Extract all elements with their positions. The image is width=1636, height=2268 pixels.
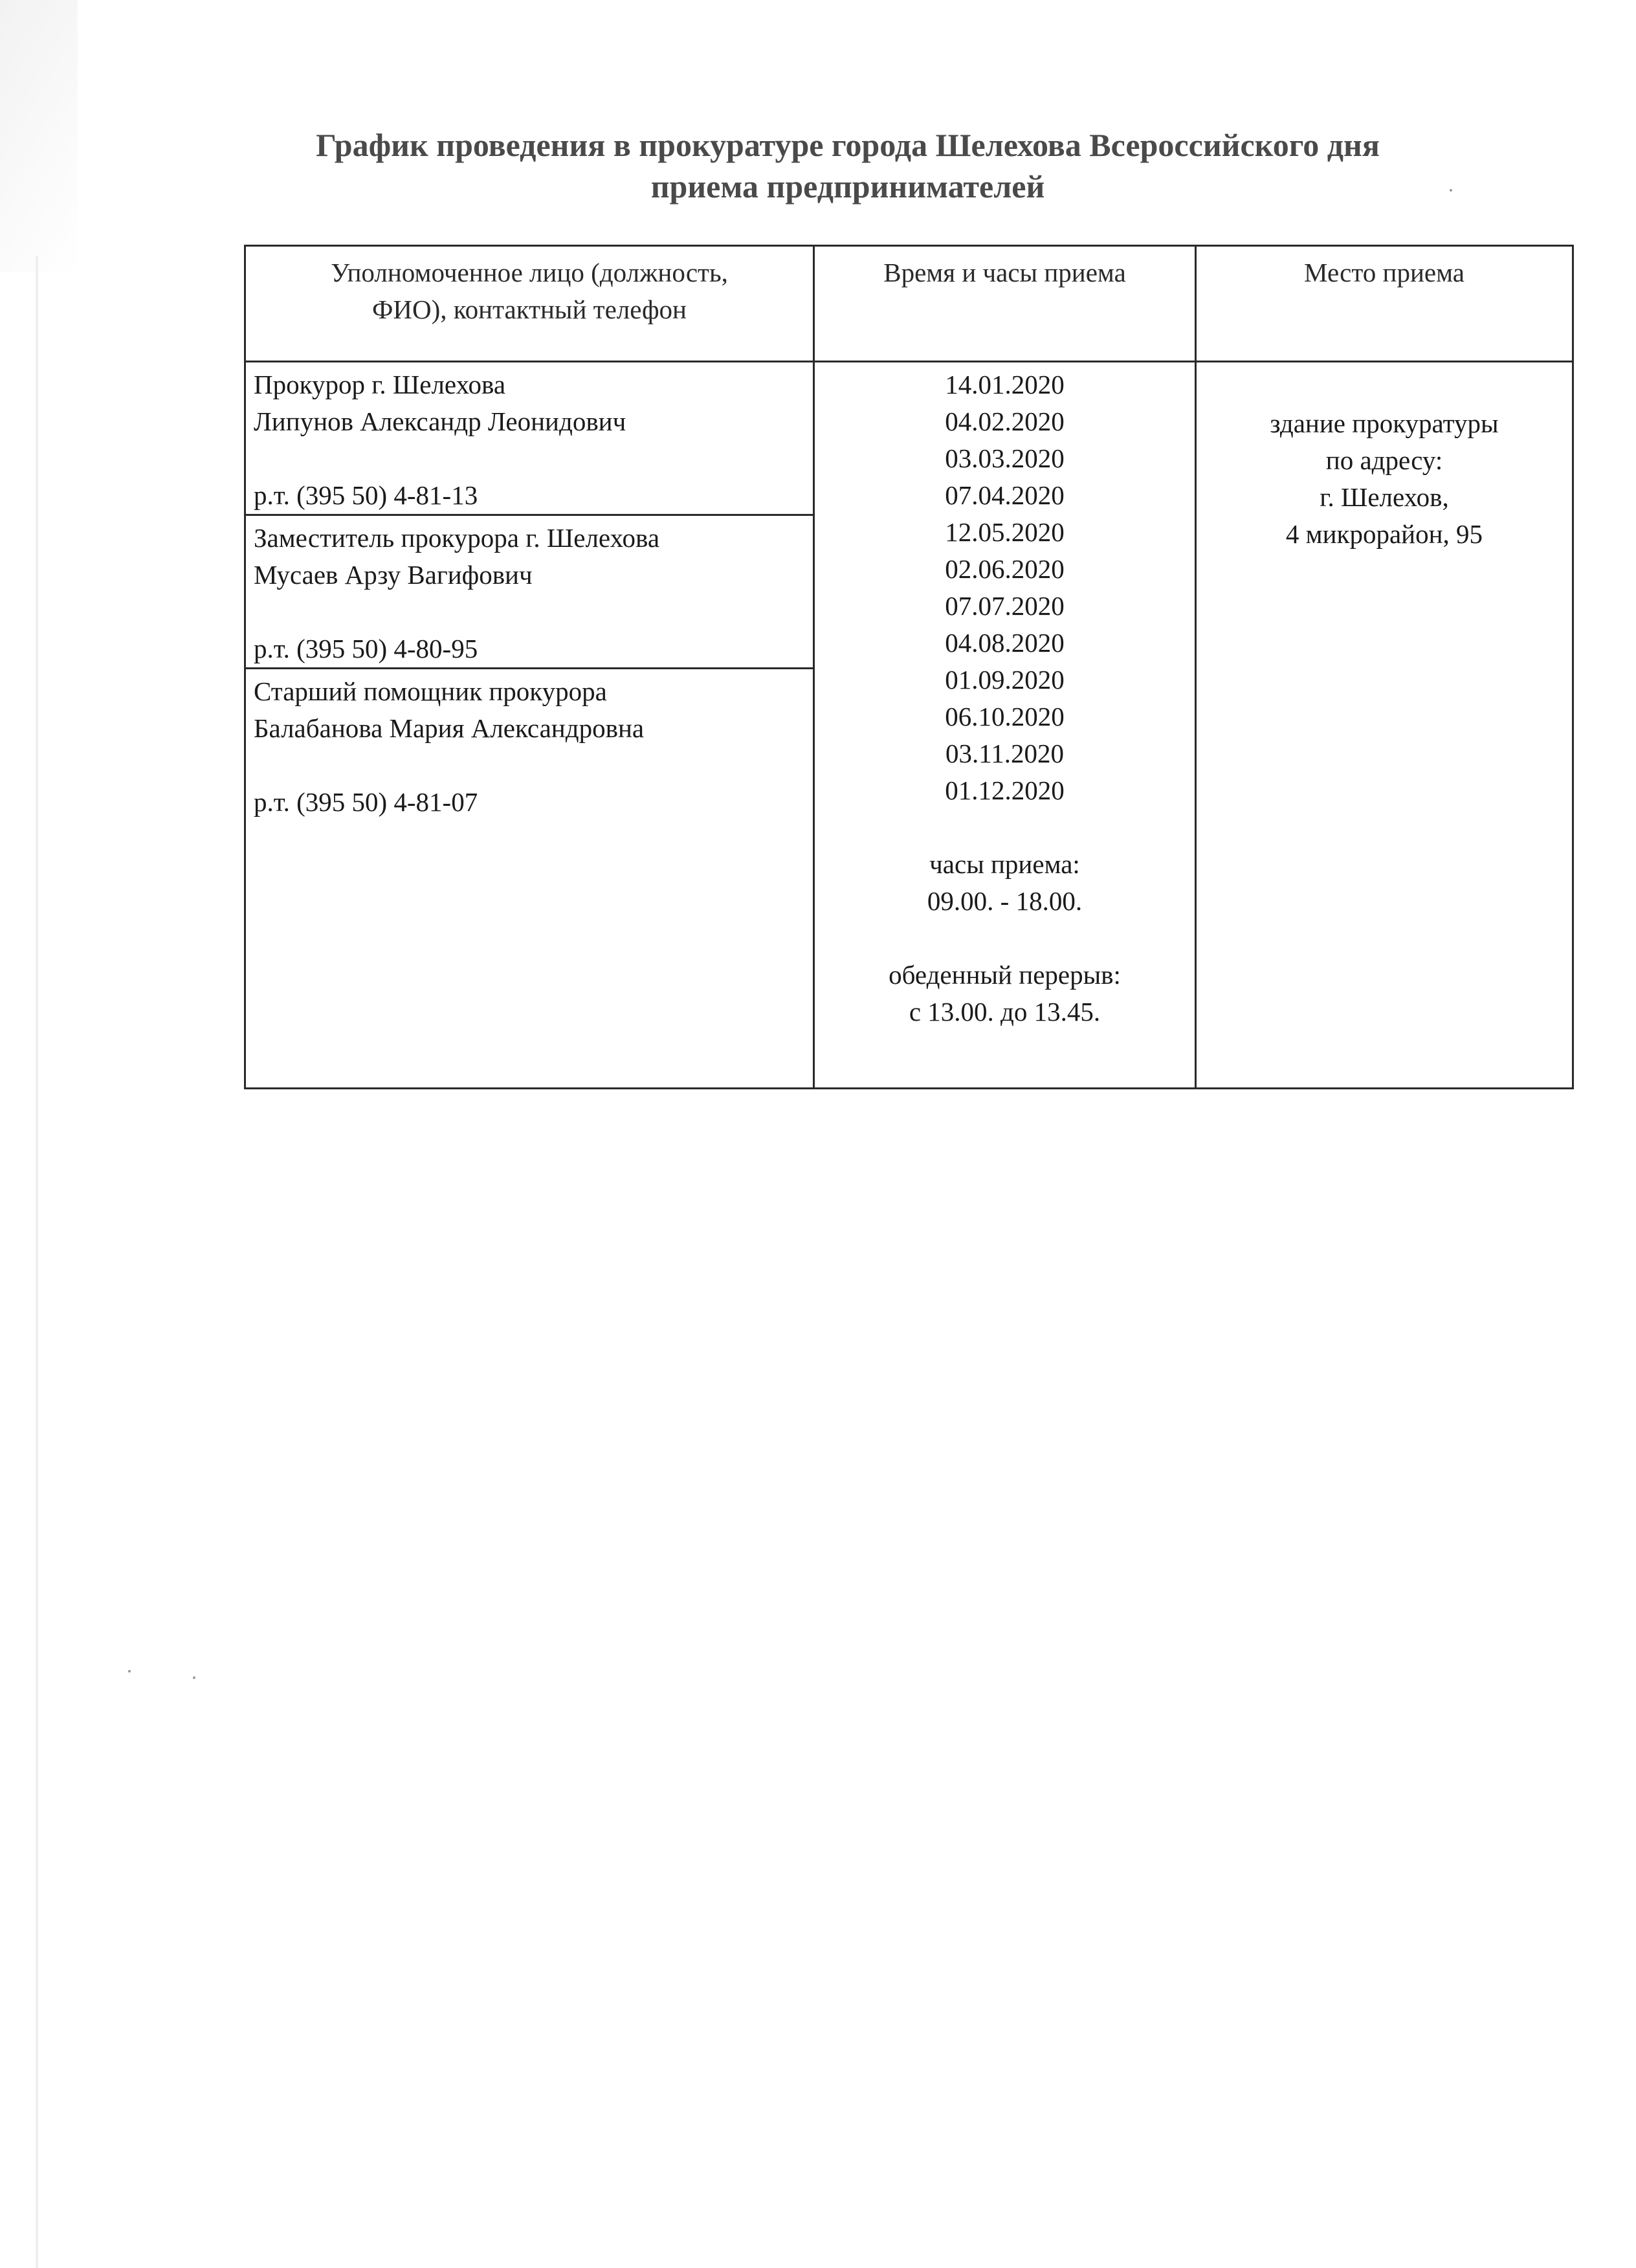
hours-value: 09.00. - 18.00. bbox=[927, 886, 1083, 916]
date-item: 04.08.2020 bbox=[945, 628, 1065, 658]
person-name: Липунов Александр Леонидович bbox=[254, 406, 626, 436]
header-line: Время и часы приема bbox=[883, 258, 1126, 287]
person-cell-senior-assistant bbox=[245, 669, 814, 1089]
person-name: Балабанова Мария Александровна bbox=[254, 713, 645, 743]
scan-speck bbox=[193, 1676, 195, 1679]
document-title bbox=[214, 124, 1482, 207]
place-line: 4 микрорайон, 95 bbox=[1285, 519, 1483, 549]
person-phone: р.т. (395 50) 4-81-07 bbox=[254, 787, 478, 817]
place-line: г. Шелехов, bbox=[1320, 482, 1449, 512]
date-item: 04.02.2020 bbox=[945, 406, 1065, 436]
person-phone: р.т. (395 50) 4-81-13 bbox=[254, 480, 478, 510]
person-name: Мусаев Арзу Вагифович bbox=[254, 560, 533, 590]
person-phone: р.т. (395 50) 4-80-95 bbox=[254, 634, 478, 663]
person-cell-prosecutor bbox=[245, 362, 814, 515]
scan-speck bbox=[1450, 189, 1452, 192]
person-position: Заместитель прокурора г. Шелехова bbox=[254, 523, 660, 553]
header-line: Место приема bbox=[1304, 258, 1465, 287]
title-line-2: приема предпринимателей bbox=[650, 168, 1045, 205]
place-line: по адресу: bbox=[1325, 445, 1443, 475]
person-position: Старший помощник прокурора bbox=[254, 676, 607, 706]
header-line: ФИО), контактный телефон bbox=[372, 295, 687, 324]
table-header-row bbox=[245, 246, 1573, 362]
date-item: 03.11.2020 bbox=[945, 739, 1064, 768]
scan-edge-line bbox=[36, 256, 38, 2268]
scan-shadow bbox=[0, 0, 78, 272]
schedule-table bbox=[244, 245, 1574, 1089]
date-item: 07.07.2020 bbox=[945, 591, 1065, 621]
date-item: 01.09.2020 bbox=[945, 665, 1065, 695]
date-item: 03.03.2020 bbox=[945, 443, 1065, 473]
date-item: 12.05.2020 bbox=[945, 517, 1065, 547]
date-item: 14.01.2020 bbox=[945, 370, 1065, 399]
title-line-1: График проведения в прокуратуре города Шелехова Всероссийского дня bbox=[316, 127, 1380, 163]
person-cell-deputy bbox=[245, 515, 814, 669]
header-place bbox=[1196, 246, 1573, 362]
date-item: 02.06.2020 bbox=[945, 554, 1065, 584]
scan-speck bbox=[128, 1670, 131, 1673]
place-cell bbox=[1196, 362, 1573, 1089]
hours-label: часы приема: bbox=[929, 849, 1080, 879]
place-line: здание прокуратуры bbox=[1270, 408, 1499, 438]
break-label: обеденный перерыв: bbox=[889, 960, 1121, 990]
dates-cell bbox=[814, 362, 1196, 1089]
table-row bbox=[245, 362, 1573, 515]
header-time bbox=[814, 246, 1196, 362]
date-item: 01.12.2020 bbox=[945, 775, 1065, 805]
break-value: с 13.00. до 13.45. bbox=[909, 997, 1101, 1027]
header-authorized-person bbox=[245, 246, 814, 362]
date-item: 07.04.2020 bbox=[945, 480, 1065, 510]
date-item: 06.10.2020 bbox=[945, 702, 1065, 731]
person-position: Прокурор г. Шелехова bbox=[254, 370, 506, 399]
header-line: Уполномоченное лицо (должность, bbox=[331, 258, 728, 287]
